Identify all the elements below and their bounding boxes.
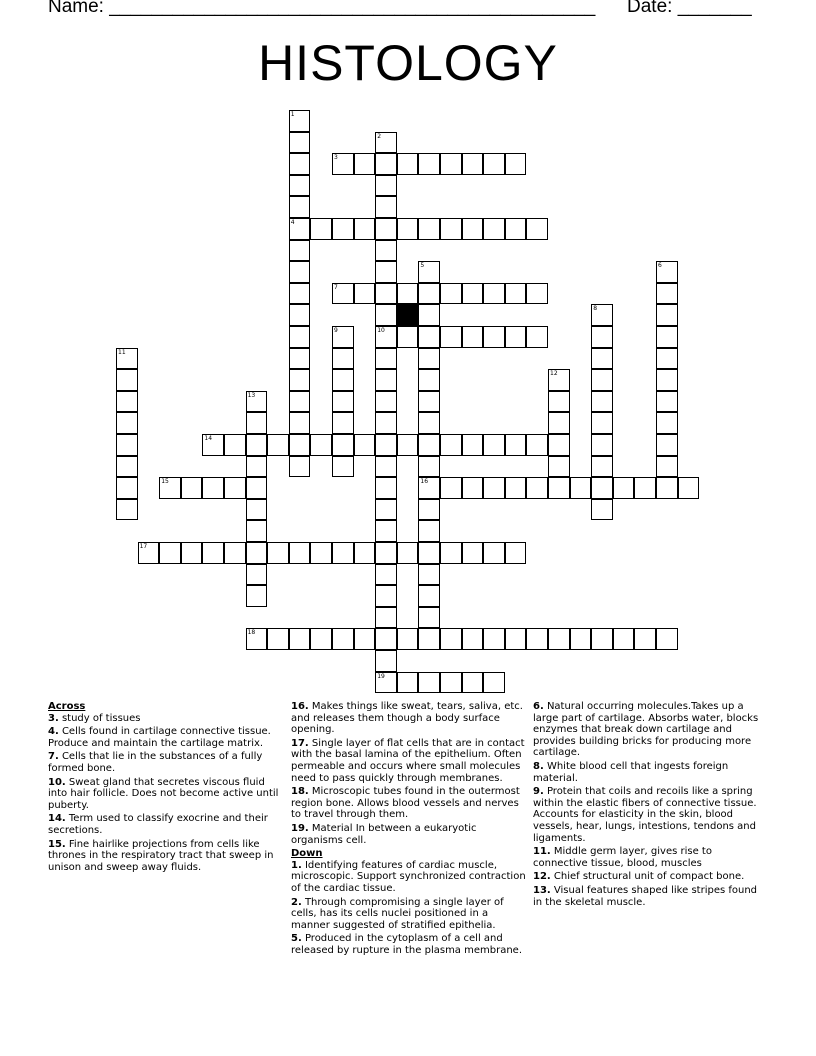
crossword-cell[interactable] (591, 499, 613, 521)
crossword-cell[interactable] (526, 477, 548, 499)
crossword-cell[interactable] (354, 218, 376, 240)
clue-text: Identifying features of cardiac muscle, microscopic. Support synchronized contraction of the cardiac tissue. (291, 859, 526, 894)
crossword-cell[interactable] (354, 153, 376, 175)
crossword-cell[interactable] (375, 304, 397, 326)
crossword-cell[interactable] (591, 456, 613, 478)
crossword-cell[interactable] (246, 628, 268, 650)
crossword-cell[interactable] (159, 542, 181, 564)
crossword-cell[interactable] (397, 542, 419, 564)
crossword-cell[interactable] (310, 628, 332, 650)
name-field: Name: ______________________________________________ (48, 0, 596, 17)
crossword-cell[interactable] (181, 477, 203, 499)
crossword-cell[interactable] (289, 153, 311, 175)
crossword-cell[interactable] (613, 477, 635, 499)
crossword-cell[interactable] (375, 564, 397, 586)
crossword-cell[interactable] (116, 477, 138, 499)
crossword-cell[interactable] (440, 434, 462, 456)
crossword-cell[interactable] (375, 261, 397, 283)
crossword-cell[interactable] (462, 628, 484, 650)
crossword-cell[interactable] (181, 542, 203, 564)
crossword-cell[interactable] (116, 348, 138, 370)
crossword-cell[interactable] (289, 110, 311, 132)
crossword-cell[interactable] (656, 628, 678, 650)
crossword-cell[interactable] (462, 672, 484, 694)
crossword-cell[interactable] (418, 477, 440, 499)
crossword-cell[interactable] (332, 412, 354, 434)
crossword-cell[interactable] (656, 261, 678, 283)
crossword-cell[interactable] (418, 434, 440, 456)
clue-text: Produced in the cytoplasm of a cell and released by rupture in the plasma membrane. (291, 933, 523, 956)
crossword-cell[interactable] (418, 412, 440, 434)
crossword-cell[interactable] (289, 369, 311, 391)
crossword-cell[interactable] (418, 456, 440, 478)
crossword-cell[interactable] (246, 477, 268, 499)
clue-number: 2 (377, 132, 382, 140)
clue-text: Chief structural unit of compact bone. (550, 871, 745, 883)
crossword-cell[interactable] (332, 218, 354, 240)
crossword-cell[interactable] (397, 218, 419, 240)
clue-text: Cells found in cartilage connective tissue. Produce and maintain the cartilage matrix. (48, 726, 271, 749)
clue-number-label: 15. (48, 838, 66, 850)
crossword-cell[interactable] (526, 628, 548, 650)
crossword-cell[interactable] (440, 326, 462, 348)
crossword-cell[interactable] (246, 456, 268, 478)
crossword-cell[interactable] (570, 628, 592, 650)
clue-number: 5 (420, 262, 425, 270)
crossword-cell[interactable] (418, 304, 440, 326)
down-heading: Down (291, 848, 323, 860)
crossword-cell[interactable] (289, 456, 311, 478)
clue-text: Visual features shaped like stripes found in the skeletal muscle. (533, 884, 758, 908)
crossword-cell[interactable] (462, 218, 484, 240)
crossword-cell[interactable] (656, 304, 678, 326)
crossword-cell[interactable] (246, 434, 268, 456)
page-title: HISTOLOGY (258, 35, 558, 91)
crossword-cell[interactable] (591, 628, 613, 650)
down-clue (533, 885, 769, 908)
crossword-cell[interactable] (483, 218, 505, 240)
crossword-cell[interactable] (289, 542, 311, 564)
crossword-cell[interactable] (332, 628, 354, 650)
crossword-cell[interactable] (375, 456, 397, 478)
crossword-cell[interactable] (224, 434, 246, 456)
clue-number-label: 3. (48, 712, 59, 724)
crossword-cell[interactable] (246, 391, 268, 413)
crossword-cell[interactable] (548, 628, 570, 650)
across-clue (48, 713, 284, 725)
crossword-cell[interactable] (483, 283, 505, 305)
crossword-cell[interactable] (418, 153, 440, 175)
clue-number: 12 (550, 370, 558, 378)
crossword-cell[interactable] (289, 218, 311, 240)
crossword-cell[interactable] (591, 348, 613, 370)
date-field: Date: _______ (627, 0, 752, 17)
crossword-cell[interactable] (116, 499, 138, 521)
clue-text: Microscopic tubes found in the outermost region bone. Allows blood vessels and nerves to travel through them. (291, 786, 520, 821)
crossword-cell[interactable] (505, 434, 527, 456)
crossword-cell[interactable] (138, 542, 160, 564)
crossword-cell[interactable] (354, 283, 376, 305)
crossword-cell[interactable] (310, 434, 332, 456)
crossword-cell[interactable] (505, 218, 527, 240)
crossword-cell[interactable] (656, 434, 678, 456)
crossword-cell[interactable] (526, 283, 548, 305)
crossword-cell[interactable] (418, 348, 440, 370)
crossword-cell[interactable] (267, 434, 289, 456)
clue-number-label: 10. (48, 776, 66, 788)
crossword-cell[interactable] (332, 391, 354, 413)
clue-number-label: 6. (533, 701, 544, 712)
crossword-cell[interactable] (310, 542, 332, 564)
crossword-cell[interactable] (224, 477, 246, 499)
clue-number-label: 18. (291, 786, 309, 798)
crossword-cell[interactable] (116, 391, 138, 413)
crossword-cell[interactable] (526, 326, 548, 348)
crossword-cell[interactable] (289, 240, 311, 262)
clue-number-label: 7. (48, 751, 59, 763)
crossword-cell[interactable] (332, 348, 354, 370)
clue-text: Material In between a eukaryotic organisms cell. (291, 822, 477, 846)
down-clue (291, 933, 527, 956)
crossword-cell[interactable] (570, 477, 592, 499)
crossword-cell[interactable] (375, 218, 397, 240)
crossword-cell[interactable] (375, 434, 397, 456)
crossword-cell[interactable] (462, 542, 484, 564)
crossword-cell[interactable] (289, 283, 311, 305)
crossword-cell[interactable] (418, 628, 440, 650)
clue-number-label: 13. (533, 884, 551, 896)
clue-text: study of tissues (58, 712, 141, 724)
crossword-cell[interactable] (332, 369, 354, 391)
across-clue (291, 823, 527, 846)
crossword-cell[interactable] (332, 434, 354, 456)
clue-number: 9 (334, 327, 338, 334)
crossword-cell[interactable] (418, 520, 440, 542)
crossword-cell[interactable] (289, 196, 311, 218)
clue-number: 15 (161, 478, 169, 486)
clue-text: Sweat gland that secretes viscous fluid into hair follicle. Does not become active until puberty. (48, 776, 279, 811)
crossword-cell[interactable] (462, 434, 484, 456)
crossword-cell[interactable] (505, 477, 527, 499)
clue-number: 10 (377, 327, 385, 334)
crossword-cell[interactable] (354, 542, 376, 564)
crossword-cell[interactable] (656, 456, 678, 478)
crossword-cell[interactable] (397, 283, 419, 305)
crossword-cell[interactable] (462, 153, 484, 175)
crossword-cell[interactable] (397, 153, 419, 175)
crossword-cell[interactable] (332, 283, 354, 305)
clue-text: Cells that lie in the substances of a fully formed bone. (48, 751, 263, 774)
crossword-cell[interactable] (246, 499, 268, 521)
crossword-cell[interactable] (397, 326, 419, 348)
crossword-cell[interactable] (548, 477, 570, 499)
down-clue (291, 860, 527, 895)
crossword-cell[interactable] (116, 412, 138, 434)
crossword-cell[interactable] (375, 240, 397, 262)
down-clue (533, 701, 769, 759)
crossword-cell[interactable] (289, 261, 311, 283)
crossword-cell[interactable] (656, 348, 678, 370)
crossword-cell[interactable] (505, 326, 527, 348)
crossword-cell[interactable] (505, 153, 527, 175)
crossword-cell[interactable] (418, 261, 440, 283)
crossword-cell[interactable] (375, 412, 397, 434)
across-clue (291, 701, 527, 736)
crossword-cell[interactable] (289, 175, 311, 197)
crossword-cell[interactable] (613, 628, 635, 650)
across-clue (48, 813, 284, 836)
clue-text: Term used to classify exocrine and their secretions. (48, 813, 268, 836)
crossword-cell[interactable] (116, 434, 138, 456)
clue-number-label: 5. (291, 933, 302, 945)
crossword-cell[interactable] (440, 628, 462, 650)
crossword-cell[interactable] (634, 628, 656, 650)
down-clue (533, 761, 769, 784)
crossword-cell[interactable] (375, 628, 397, 650)
crossword-cell[interactable] (591, 391, 613, 413)
crossword-cell[interactable] (289, 348, 311, 370)
across-clue (291, 786, 527, 821)
clue-number: 4 (290, 219, 295, 226)
across-clue (291, 738, 527, 784)
crossword-cell[interactable] (224, 542, 246, 564)
crossword-cell[interactable] (116, 456, 138, 478)
crossword-cell[interactable] (332, 326, 354, 348)
crossword-cell[interactable] (591, 326, 613, 348)
crossword-cell[interactable] (289, 326, 311, 348)
crossword-cell[interactable] (418, 542, 440, 564)
crossword-cell[interactable] (440, 218, 462, 240)
crossword-cell[interactable] (483, 628, 505, 650)
crossword-cell[interactable] (483, 672, 505, 694)
across-clue (48, 839, 284, 874)
crossword-cell[interactable] (418, 369, 440, 391)
clue-text: Natural occurring molecules.Takes up a large part of cartilage. Absorbs water, blocks enzymes that break down cartilage and provides building bricks for producing more cartilage. (533, 701, 759, 759)
crossword-cell[interactable] (289, 628, 311, 650)
crossword-cell[interactable] (246, 412, 268, 434)
clue-number-label: 16. (291, 701, 309, 712)
crossword-cell[interactable] (375, 326, 397, 348)
crossword-cell[interactable] (678, 477, 700, 499)
crossword-cell[interactable] (375, 132, 397, 154)
crossword-cell[interactable] (418, 283, 440, 305)
crossword-cell[interactable] (418, 607, 440, 629)
crossword-cell[interactable] (246, 520, 268, 542)
crossword-cell[interactable] (634, 477, 656, 499)
crossword-cell[interactable] (289, 434, 311, 456)
crossword-cell[interactable] (483, 542, 505, 564)
clue-number: 11 (118, 348, 126, 356)
crossword-cell[interactable] (375, 348, 397, 370)
crossword-cell[interactable] (462, 326, 484, 348)
crossword-cell[interactable] (656, 477, 678, 499)
clue-number-label: 19. (291, 822, 309, 834)
crossword-cell[interactable] (591, 369, 613, 391)
crossword-cell[interactable] (375, 153, 397, 175)
crossword-cell[interactable] (375, 499, 397, 521)
crossword-block-cell (397, 304, 419, 326)
clue-number: 7 (334, 283, 338, 291)
clue-number: 16 (420, 478, 429, 486)
crossword-cell[interactable] (505, 542, 527, 564)
crossword-cell[interactable] (116, 369, 138, 391)
crossword-cell[interactable] (418, 499, 440, 521)
crossword-cell[interactable] (418, 218, 440, 240)
crossword-cell[interactable] (505, 283, 527, 305)
crossword-cell[interactable] (375, 542, 397, 564)
clue-number-label: 17. (291, 737, 309, 749)
crossword-cell[interactable] (375, 175, 397, 197)
crossword-cell[interactable] (267, 628, 289, 650)
crossword-cell[interactable] (418, 672, 440, 694)
clue-number: 1 (290, 111, 295, 118)
crossword-cell[interactable] (548, 434, 570, 456)
crossword-cell[interactable] (159, 477, 181, 499)
clue-number-label: 1. (291, 859, 302, 871)
crossword-cell[interactable] (289, 132, 311, 154)
crossword-cell[interactable] (375, 196, 397, 218)
clue-column-1 (48, 701, 284, 875)
crossword-cell[interactable] (483, 477, 505, 499)
crossword-cell[interactable] (375, 283, 397, 305)
crossword-cell[interactable] (354, 628, 376, 650)
down-clue (533, 786, 769, 844)
across-heading: Across (48, 701, 86, 712)
crossword-cell[interactable] (462, 477, 484, 499)
crossword-cell[interactable] (332, 456, 354, 478)
clue-number-label: 2. (291, 896, 302, 908)
crossword-cell[interactable] (526, 434, 548, 456)
crossword-cell[interactable] (332, 542, 354, 564)
clue-number: 8 (593, 305, 598, 313)
crossword-cell[interactable] (526, 218, 548, 240)
crossword-cell[interactable] (548, 369, 570, 391)
clue-text: Single layer of flat cells that are in contact with the basal lamina of the epithelium. Often permeable and occurs where small molecules need to pass quickly through membranes. (291, 737, 525, 784)
crossword-cell[interactable] (246, 585, 268, 607)
crossword-cell[interactable] (289, 391, 311, 413)
crossword-cell[interactable] (202, 477, 224, 499)
crossword-cell[interactable] (440, 477, 462, 499)
crossword-cell[interactable] (375, 369, 397, 391)
crossword-cell[interactable] (375, 607, 397, 629)
crossword-cell[interactable] (375, 477, 397, 499)
crossword-cell[interactable] (246, 564, 268, 586)
crossword-cell[interactable] (440, 672, 462, 694)
crossword-cell[interactable] (202, 434, 224, 456)
crossword-cell[interactable] (354, 434, 376, 456)
down-clue (533, 846, 769, 869)
crossword-cell[interactable] (202, 542, 224, 564)
crossword-cell[interactable] (440, 283, 462, 305)
clue-text: Through compromising a single layer of cells, has its cells nuclei positioned in a manner suggested of stratified epithelia. (291, 896, 504, 931)
clue-column-3 (533, 701, 769, 910)
crossword-cell[interactable] (375, 585, 397, 607)
crossword-cell[interactable] (483, 153, 505, 175)
crossword-cell[interactable] (246, 542, 268, 564)
crossword-cell[interactable] (418, 326, 440, 348)
crossword-cell[interactable] (591, 477, 613, 499)
clue-number-label: 11. (533, 846, 551, 858)
clue-number-label: 9. (533, 786, 544, 798)
crossword-cell[interactable] (462, 283, 484, 305)
crossword-cell[interactable] (591, 304, 613, 326)
clue-text: White blood cell that ingests foreign material. (533, 760, 729, 784)
clue-number: 18 (247, 629, 256, 637)
crossword-cell[interactable] (332, 153, 354, 175)
clue-number: 14 (204, 435, 213, 442)
crossword-cell[interactable] (591, 434, 613, 456)
clue-number-label: 12. (533, 871, 551, 883)
crossword-cell[interactable] (418, 585, 440, 607)
clue-text: Makes things like sweat, tears, saliva, etc. and releases them though a body surface opening. (291, 701, 523, 736)
crossword-cell[interactable] (656, 391, 678, 413)
crossword-cell[interactable] (656, 412, 678, 434)
crossword-cell[interactable] (397, 628, 419, 650)
clue-number: 3 (334, 154, 338, 162)
clue-text: Fine hairlike projections from cells like thrones in the respiratory tract that sweep in unison and sweep away fluids. (48, 838, 274, 873)
crossword-cell[interactable] (289, 412, 311, 434)
crossword-cell[interactable] (397, 434, 419, 456)
crossword-cell[interactable] (289, 304, 311, 326)
clue-text: Middle germ layer, gives rise to connective tissue, blood, muscles (533, 846, 712, 869)
across-clue (48, 751, 284, 774)
clue-number-label: 4. (48, 726, 59, 738)
across-clue (48, 777, 284, 812)
clue-number: 17 (139, 543, 148, 550)
clue-number: 13 (247, 391, 256, 399)
clue-number: 19 (377, 672, 385, 680)
crossword-cell[interactable] (548, 456, 570, 478)
crossword-cell[interactable] (267, 542, 289, 564)
crossword-cell[interactable] (656, 369, 678, 391)
crossword-cell[interactable] (656, 283, 678, 305)
crossword-cell[interactable] (483, 434, 505, 456)
crossword-cell[interactable] (548, 412, 570, 434)
crossword-cell[interactable] (397, 672, 419, 694)
crossword-cell[interactable] (310, 218, 332, 240)
clue-column-2 (291, 701, 527, 958)
clue-text: Protein that coils and recoils like a spring within the elastic fibers of connective tissue. Accounts for elasticity in the skin, blood vessels, hear, lungs, intestions, tendons and ligaments. (533, 786, 757, 844)
crossword-cell[interactable] (440, 542, 462, 564)
crossword-cell[interactable] (505, 628, 527, 650)
crossword-cell[interactable] (375, 672, 397, 694)
crossword-cell[interactable] (418, 564, 440, 586)
clue-number-label: 8. (533, 760, 544, 772)
down-clue (291, 897, 527, 932)
crossword-cell[interactable] (591, 412, 613, 434)
crossword-cell[interactable] (418, 391, 440, 413)
crossword-cell[interactable] (375, 520, 397, 542)
clue-number-label: 14. (48, 813, 66, 825)
crossword-cell[interactable] (548, 391, 570, 413)
across-clue (48, 726, 284, 749)
crossword-cell[interactable] (483, 326, 505, 348)
down-clue (533, 871, 769, 883)
clue-number: 6 (658, 262, 662, 270)
crossword-cell[interactable] (375, 650, 397, 672)
crossword-cell[interactable] (440, 153, 462, 175)
crossword-cell[interactable] (375, 391, 397, 413)
crossword-cell[interactable] (656, 326, 678, 348)
